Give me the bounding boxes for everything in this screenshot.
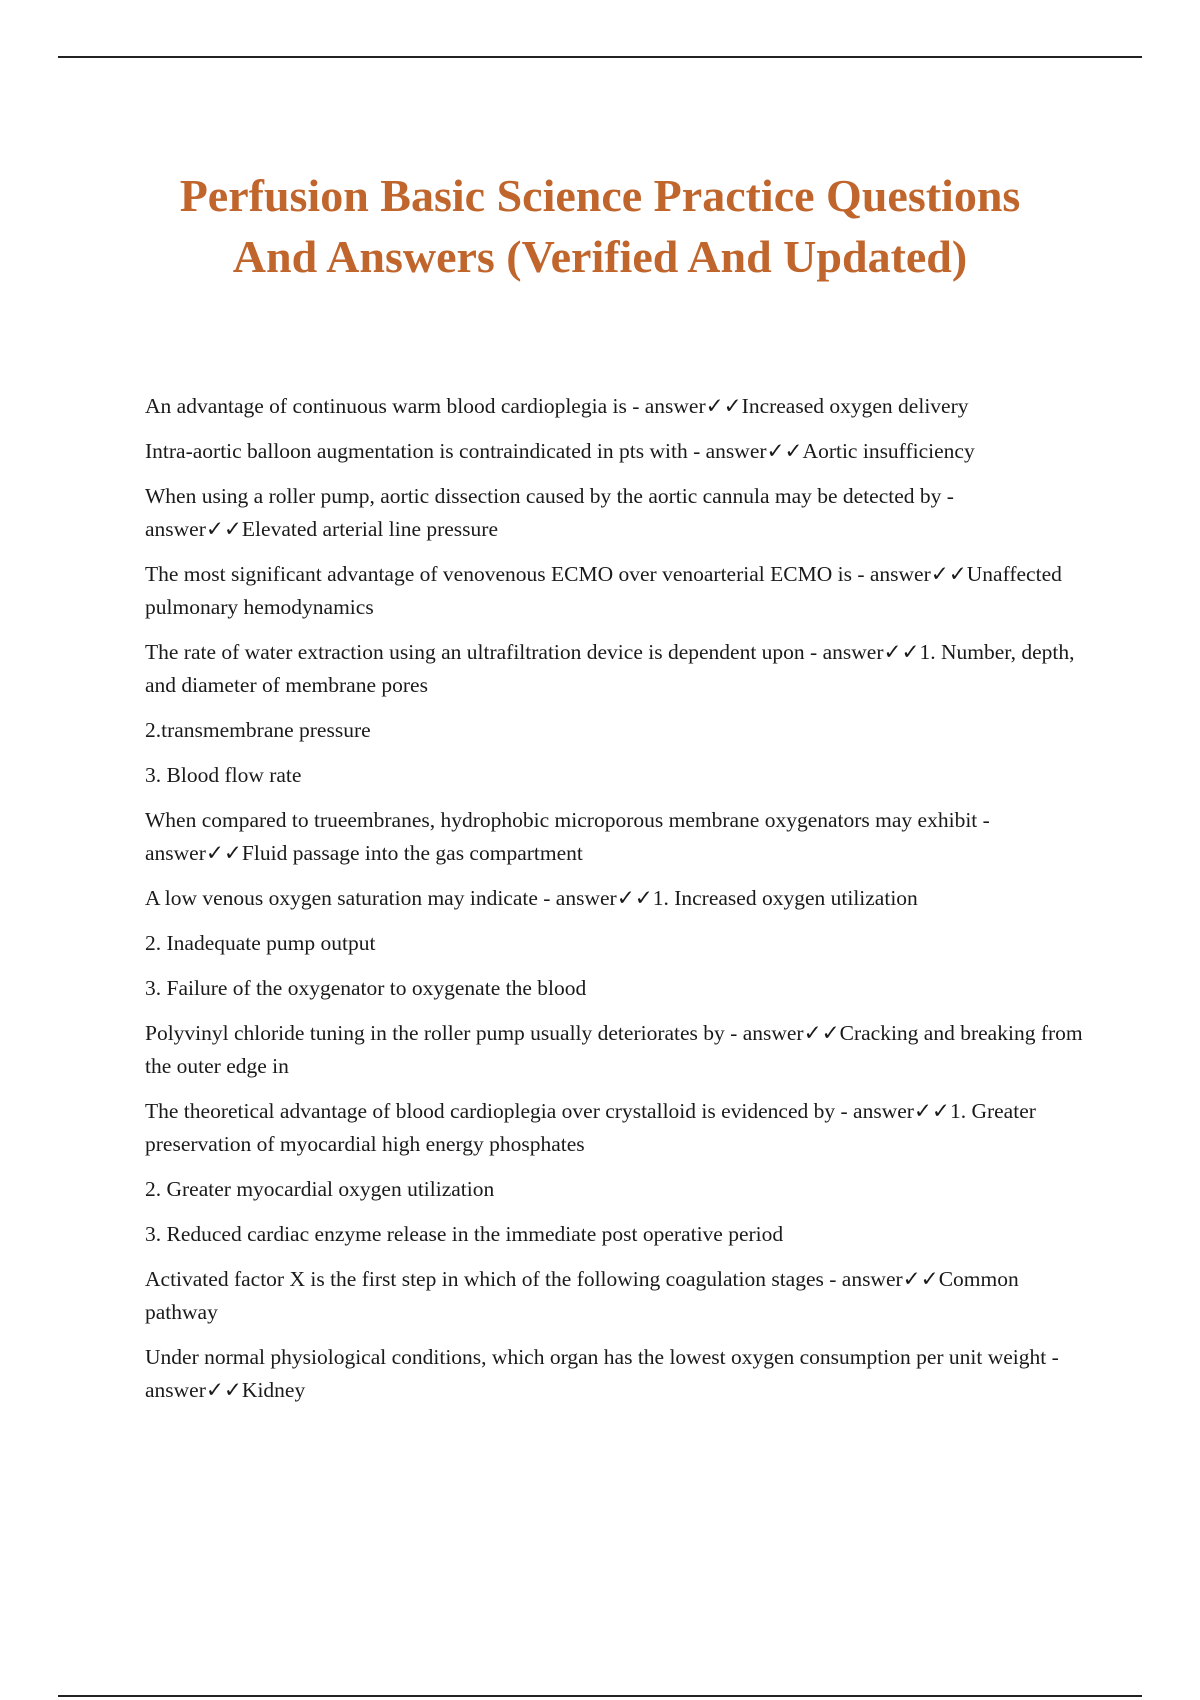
qa-entry xyxy=(145,435,1090,468)
qa-subitem: 3. Reduced cardiac enzyme release in the immediate post operative period xyxy=(145,1222,784,1246)
qa-entry xyxy=(145,558,1090,624)
qa-subitem: 2. Inadequate pump output xyxy=(145,931,376,955)
qa-subitem: 2. Greater myocardial oxygen utilization xyxy=(145,1177,495,1201)
title-line-1: Perfusion Basic Science Practice Questions xyxy=(179,170,1021,221)
footer-rule xyxy=(58,1695,1142,1697)
qa-subitem: 3. Blood flow rate xyxy=(145,763,302,787)
qa-text: Under normal physiological conditions, which organ has the lowest oxygen consumption per unit weight - answer✓✓Kidney xyxy=(145,1345,1059,1402)
qa-text: Polyvinyl chloride tuning in the roller pump usually deteriorates by - answer✓✓Cracking and breaking from the outer edge in xyxy=(145,1021,1083,1078)
title-line-2: And Answers (Verified And Updated) xyxy=(232,231,968,282)
qa-text: An advantage of continuous warm blood cardioplegia is - answer✓✓Increased oxygen delivery xyxy=(145,394,969,418)
qa-list xyxy=(145,390,1090,1419)
qa-text: The most significant advantage of venovenous ECMO over venoarterial ECMO is - answer✓✓Unaffected pulmonary hemodynamics xyxy=(145,562,1062,619)
qa-text: Activated factor X is the first step in which of the following coagulation stages - answer✓✓Common pathway xyxy=(145,1267,1019,1324)
qa-entry xyxy=(145,882,1090,1005)
qa-entry xyxy=(145,636,1090,792)
qa-entry xyxy=(145,1095,1090,1251)
qa-entry xyxy=(145,1341,1090,1407)
qa-entry xyxy=(145,804,1090,870)
qa-subitem: 3. Failure of the oxygenator to oxygenate the blood xyxy=(145,976,587,1000)
qa-entry xyxy=(145,1017,1090,1083)
header-rule xyxy=(58,56,1142,58)
qa-subitem: 2.transmembrane pressure xyxy=(145,718,371,742)
qa-entry xyxy=(145,1263,1090,1329)
qa-text: When compared to trueembranes, hydrophobic microporous membrane oxygenators may exhibit - answer✓✓Fluid passage into the gas compartment xyxy=(145,808,990,865)
qa-text: The theoretical advantage of blood cardioplegia over crystalloid is evidenced by - answer✓✓1. Greater preservation of myocardial high energy phosphates xyxy=(145,1099,1036,1156)
qa-text: A low venous oxygen saturation may indicate - answer✓✓1. Increased oxygen utilization xyxy=(145,886,918,910)
qa-text: The rate of water extraction using an ultrafiltration device is dependent upon - answer✓✓1. Number, depth, and diameter of membrane pores xyxy=(145,640,1075,697)
qa-text: When using a roller pump, aortic dissection caused by the aortic cannula may be detected by - answer✓✓Elevated arterial line pressure xyxy=(145,484,954,541)
document-title xyxy=(100,165,1100,287)
qa-text: Intra-aortic balloon augmentation is contraindicated in pts with - answer✓✓Aortic insufficiency xyxy=(145,439,975,463)
qa-entry xyxy=(145,480,1090,546)
qa-entry xyxy=(145,390,1090,423)
